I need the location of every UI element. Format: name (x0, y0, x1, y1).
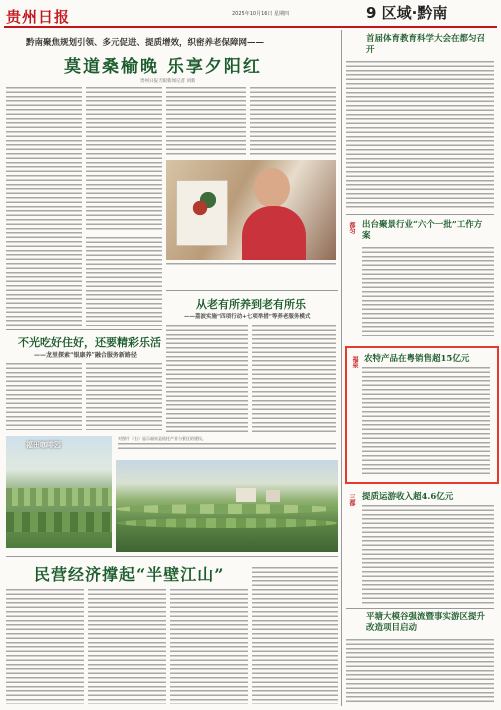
private-text-col4 (252, 566, 338, 704)
age-article-headline: 从老有所养到老有所乐 (196, 298, 306, 311)
lead-text-col4 (250, 86, 336, 156)
right-article4-headline: 提质运游收入超4.6亿元 (362, 492, 454, 502)
age-text-col1 (166, 324, 248, 432)
lead-text-col2b (86, 236, 162, 326)
divider (166, 290, 338, 291)
coffee-photo-caption: 对照片（右）显示福泉县依托产业与景区的建设。 (118, 436, 336, 452)
lead-photo-caption (166, 262, 336, 267)
lead-text-col1 (6, 86, 82, 326)
newspaper-logo: 贵州日报 (6, 8, 71, 26)
right-article2-headline: 出台聚景行业“六个一批”工作方案 (362, 220, 483, 241)
coffee-garden-photo (6, 436, 112, 548)
right-article3-headline: 农特产品在粤销售超15亿元 (364, 354, 470, 364)
private-text-col1 (6, 588, 84, 704)
divider (346, 608, 494, 609)
lead-byline: 贵州日报天眼新闻记者 刘新 (140, 79, 196, 84)
tag-duyun: 都匀 (348, 222, 355, 234)
divider (346, 214, 494, 215)
divider (6, 556, 338, 557)
right-article5-headline: 平塘大模谷强流暨事实游区提升改造项目启动 (366, 612, 486, 633)
private-economy-headline: 民营经济撑起“半壁江山” (34, 565, 225, 584)
issue-date: 2025年10月16日 星期四 (232, 11, 290, 17)
lead-photo-elderly-woman (166, 160, 336, 260)
elder-text-col2 (86, 362, 162, 430)
elder-text-col1 (6, 362, 82, 430)
right-article5-text (346, 638, 494, 704)
divider (6, 329, 162, 330)
lead-kicker: 黔南聚焦规划引领、多元促进、提质增效，织密养老保障网—— (26, 38, 265, 48)
header-rule (4, 26, 497, 28)
column-divider (341, 30, 342, 706)
lead-headline: 莫道桑榆晚 乐享夕阳红 (64, 57, 262, 77)
elder-headline: 不光吃好住好，还要精彩乐活 (18, 336, 161, 349)
private-text-col3 (170, 588, 248, 704)
lead-text-col3 (166, 86, 246, 156)
page-section-label: 9 区域·黔南 (366, 4, 448, 22)
right-article1-headline: 首届体育教育科学大会在都匀召开 (366, 34, 486, 55)
lead-text-col2 (86, 86, 162, 232)
right-article3-text (362, 366, 490, 474)
tag-sandu: 三都 (348, 494, 355, 506)
right-article4-text (362, 504, 494, 604)
tag-fuquan: 福泉 (351, 356, 358, 368)
right-article2-text (362, 246, 494, 336)
elder-subhead: ——龙里探索“银康养”融合服务新路径 (34, 352, 137, 359)
terrace-landscape-photo (116, 460, 338, 552)
right-article1-text (346, 60, 494, 210)
age-article-subhead: ——荔波实施“四项行动+七项举措”等养老服务模式 (184, 314, 311, 320)
age-text-col2 (252, 324, 336, 432)
private-text-col2 (88, 588, 166, 704)
coffee-label: 福田咖啡园 (26, 440, 61, 449)
